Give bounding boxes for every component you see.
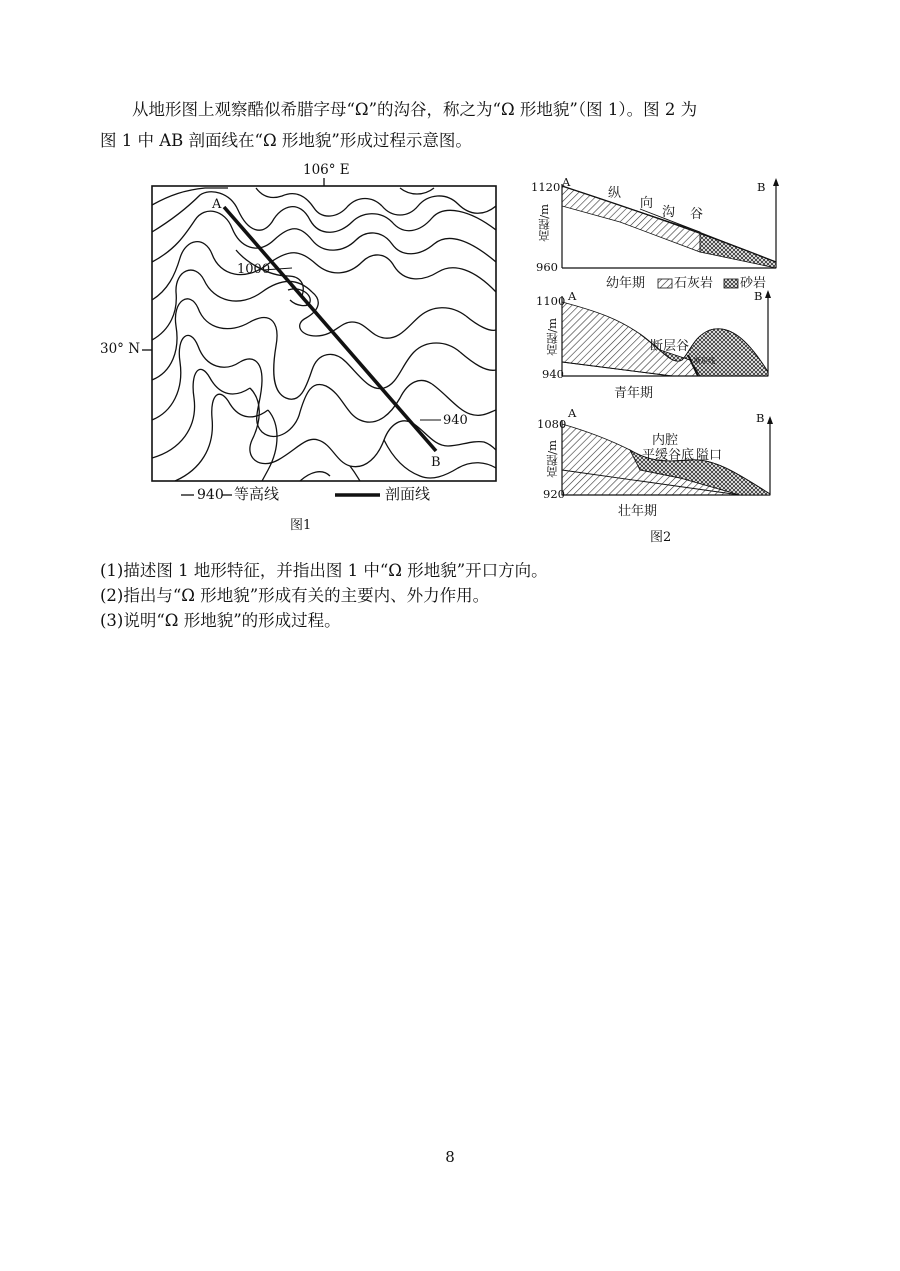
legend-profile-text: 剖面线 — [385, 485, 431, 503]
p2-fault-line: 断层线 — [694, 357, 715, 365]
question-1: (1)描述图 1 地形特征，并指出图 1 中“Ω 形地貌”开口方向。 — [100, 561, 548, 580]
page-number: 8 — [445, 1148, 455, 1166]
intro-line-2: 图 1 中 AB 剖面线在“Ω 形地貌”形成过程示意图。 — [100, 131, 472, 150]
p3-inner: 内腔 — [652, 433, 679, 448]
contour-940-label: 940 — [443, 413, 468, 428]
p2-point-b: B — [754, 289, 763, 303]
legend-limestone: 石灰岩 — [674, 276, 714, 291]
p2-stage: 青年期 — [614, 386, 654, 401]
p1-point-b: B — [757, 180, 766, 194]
p1-ytop: 1120 — [531, 180, 561, 194]
p2-point-a: A — [568, 289, 577, 303]
figure-1-caption: 图1 — [290, 518, 312, 533]
question-3: (3)说明“Ω 形地貌”的形成过程。 — [100, 611, 341, 630]
panel-youth — [562, 175, 779, 268]
p1-valley-char-1: 纵 — [608, 186, 622, 201]
p2-ylabel: 高程/m — [545, 318, 559, 356]
p1-valley-char-3: 沟 — [662, 205, 676, 220]
p1-valley-char-4: 谷 — [690, 207, 704, 222]
p1-point-a: A — [562, 175, 571, 189]
legend-contour-text: 等高线 — [234, 485, 280, 503]
contour-1000-label: 1000 — [237, 262, 271, 277]
latitude-label: 30° N — [100, 341, 141, 357]
p1-stage: 幼年期 — [606, 276, 646, 291]
p3-gap: 隘口 — [696, 448, 723, 463]
p2-fault-valley: 断层谷 — [650, 339, 690, 354]
p3-point-a: A — [568, 406, 577, 420]
p3-ylabel: 高程/m — [545, 440, 559, 478]
question-2: (2)指出与“Ω 形地貌”形成有关的主要内、外力作用。 — [100, 586, 490, 605]
legend-contour-value: 940 — [197, 487, 224, 503]
point-a-label: A — [212, 197, 222, 212]
longitude-label: 106° E — [303, 162, 350, 178]
p1-ylabel: 高程/m — [537, 204, 551, 242]
intro-line-1: 从地形图上观察酷似希腊字母“Ω”的沟谷，称之为“Ω 形地貌”（图 1）。图 2 为 — [132, 100, 698, 119]
p3-flat-bottom: 平缓谷底 — [642, 448, 695, 463]
p3-point-b: B — [756, 411, 765, 425]
figure-2-caption: 图2 — [650, 530, 672, 545]
p2-ybottom: 940 — [542, 367, 564, 381]
p1-ybottom: 960 — [536, 260, 558, 274]
legend-sandstone: 砂岩 — [740, 276, 767, 291]
p1-valley-char-2: 向 — [640, 196, 654, 211]
p3-ytop: 1080 — [537, 417, 567, 431]
panel-young — [562, 290, 771, 376]
p3-stage: 壮年期 — [618, 504, 658, 519]
p2-ytop: 1100 — [536, 294, 566, 308]
point-b-label: B — [431, 455, 441, 470]
p3-ybottom: 920 — [543, 487, 565, 501]
